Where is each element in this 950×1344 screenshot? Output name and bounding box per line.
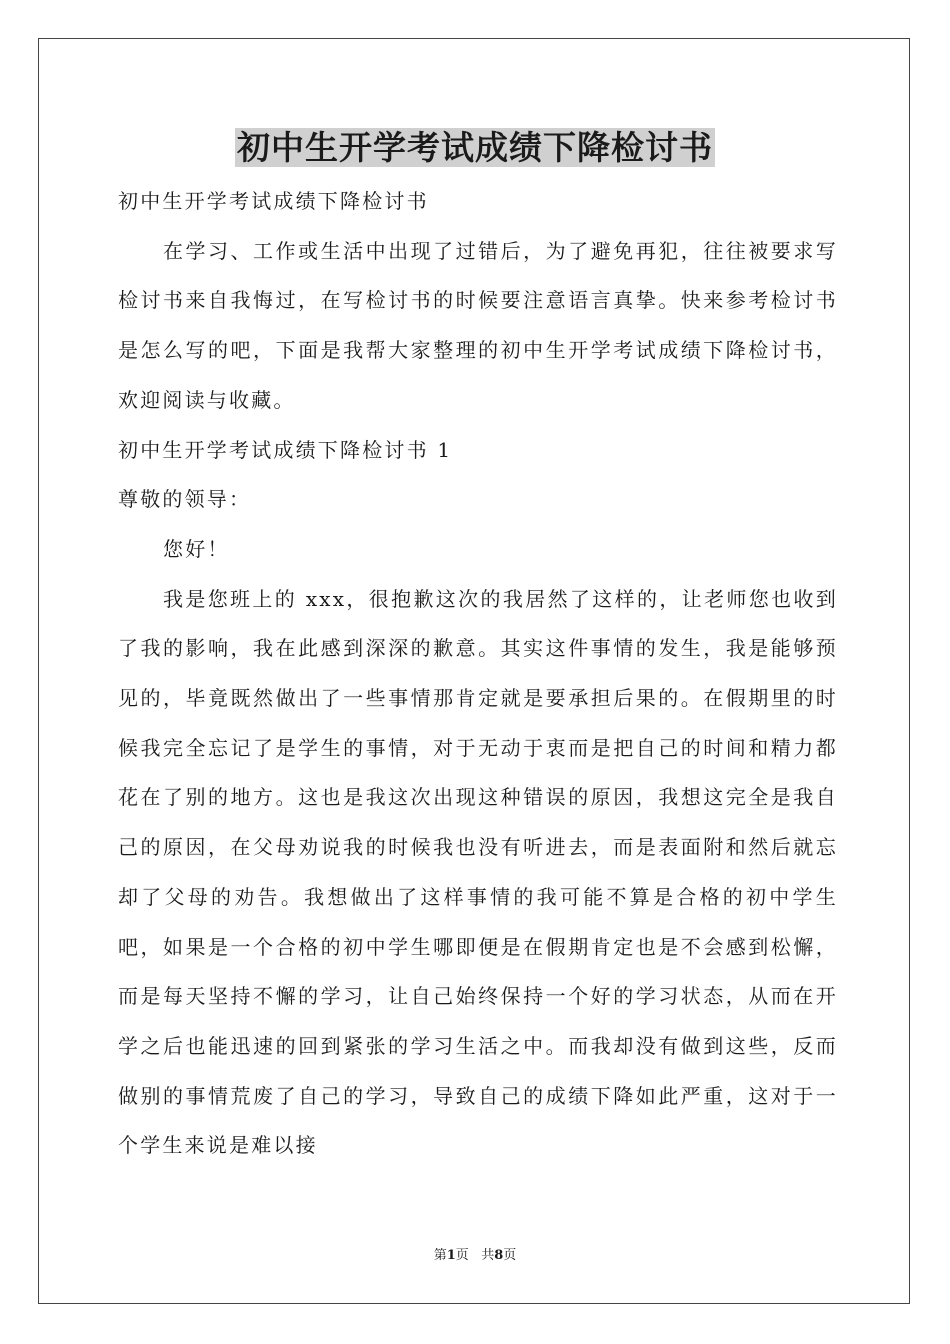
document-body — [118, 177, 838, 1171]
total-pages: 8 — [494, 1248, 504, 1263]
page-number: 1 — [446, 1248, 456, 1263]
document-title — [0, 126, 950, 170]
subtitle-line: 初中生开学考试成绩下降检讨书 — [118, 189, 429, 213]
section-heading: 初中生开学考试成绩下降检讨书 1 — [118, 437, 453, 462]
document-title-text: 初中生开学考试成绩下降检讨书 — [237, 128, 713, 167]
greeting: 您好！ — [163, 536, 230, 561]
page-footer — [0, 1247, 950, 1265]
intro-paragraph: 在学习、工作或生活中出现了过错后，为了避免再犯，往往被要求写检讨书来自我悔过，在写检讨书的时候要注意语言真挚。快来参考检讨书是怎么写的吧，下面是我帮大家整理的初中生开学考试成绩下降检讨书，欢迎阅读与收藏。 — [118, 238, 838, 412]
total-prefix: 共 — [481, 1248, 495, 1263]
total-suffix: 页 — [503, 1248, 517, 1263]
page-prefix: 第 — [433, 1248, 447, 1263]
page-suffix: 页 — [455, 1248, 469, 1263]
salutation: 尊敬的领导： — [118, 487, 252, 512]
body-paragraph: 我是您班上的 xxx，很抱歉这次的我居然了这样的，让老师您也收到了我的影响，我在此感到深深的歉意。其实这件事情的发生，我是能够预见的，毕竟既然做出了一些事情那肯定就是要承担后果的。在假期里的时候我完全忘记了是学生的事情，对于无动于衷而是把自己的时间和精力都花在了别的地方。这也是我这次出现这种错误的原因，我想这完全是我自己的原因，在父母劝说我的时候我也没有听进去，而是表面附和然后就忘却了父母的劝告。我想做出了这样事情的我可能不算是合格的初中学生吧，如果是一个合格的初中学生哪即便是在假期肯定也是不会感到松懈，而是每天坚持不懈的学习，让自己始终保持一个好的学习状态，从而在开学之后也能迅速的回到紧张的学习生活之中。而我却没有做到这些，反而做别的事情荒废了自己的学习，导致自己的成绩下降如此严重，这对于一个学生来说是难以接 — [118, 586, 838, 1158]
